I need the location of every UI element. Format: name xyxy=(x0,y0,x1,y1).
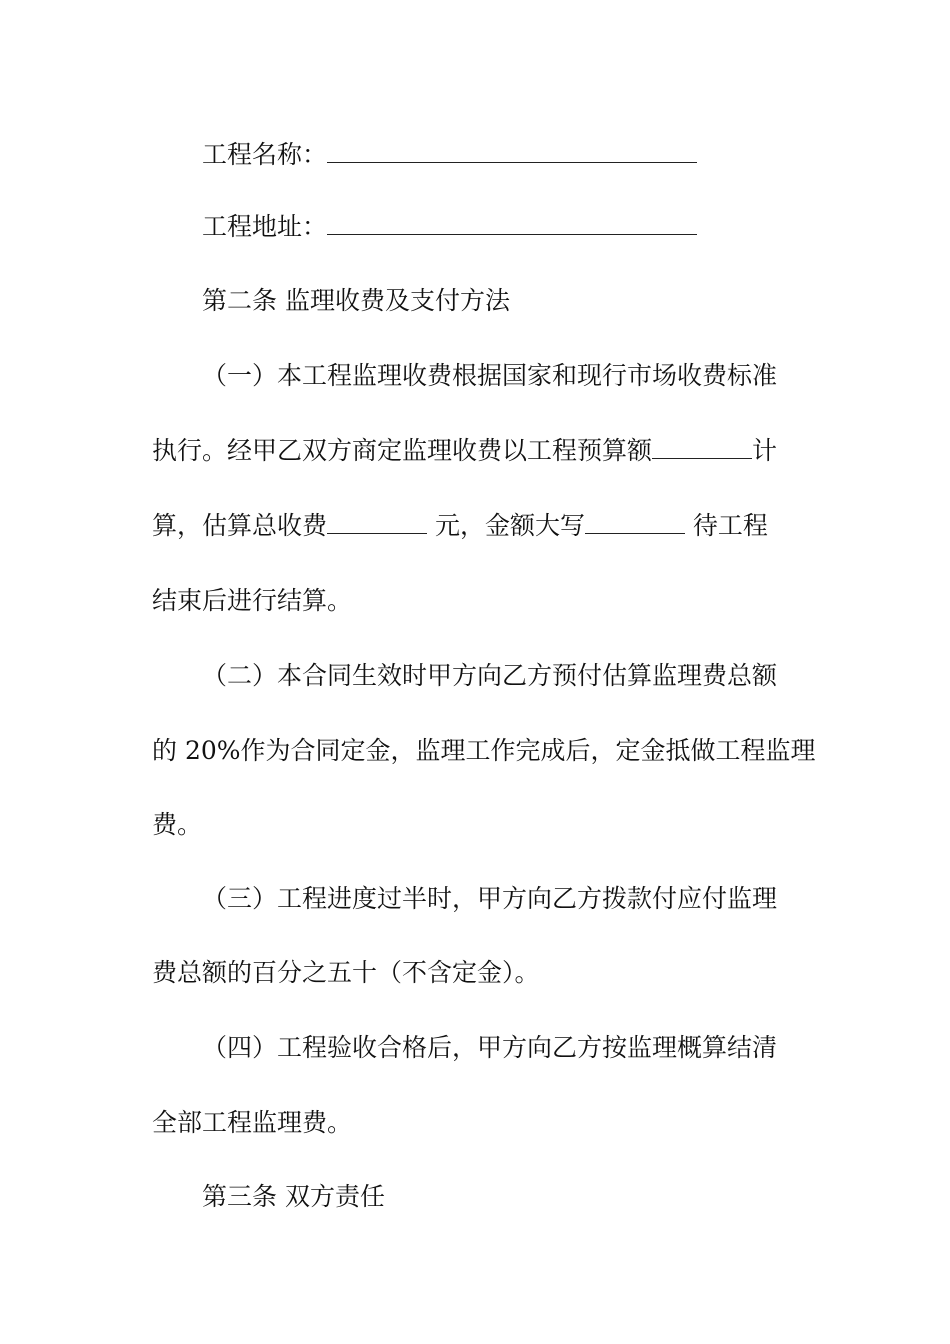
article-2-p1-line1: （一）本工程监理收费根据国家和现行市场收费标准 xyxy=(202,361,778,390)
article-2-p1-line3 xyxy=(0,511,950,541)
article-2-p1-line2 xyxy=(0,436,950,466)
article-2-p2-line2: 的 20%作为合同定金，监理工作完成后，定金抵做工程监理 xyxy=(152,736,816,765)
article-2-heading: 第二条 监理收费及支付方法 xyxy=(202,286,510,315)
project-address-row xyxy=(0,212,950,242)
text-segment: 执行。经甲乙双方商定监理收费以工程预算额 xyxy=(152,436,653,465)
budget-ratio-blank[interactable] xyxy=(652,436,752,459)
article-2-p4-line1: （四）工程验收合格后，甲方向乙方按监理概算结清 xyxy=(202,1033,778,1062)
amount-in-words-blank[interactable] xyxy=(585,511,685,534)
project-name-label: 工程名称： xyxy=(202,140,328,169)
project-name-row xyxy=(0,140,950,170)
article-2-p3-line2: 费总额的百分之五十（不含定金）。 xyxy=(152,958,540,987)
text-segment: 元，金额大写 xyxy=(427,511,585,540)
article-2-p2-line1: （二）本合同生效时甲方向乙方预付估算监理费总额 xyxy=(202,661,778,690)
article-2-p3-line1: （三）工程进度过半时，甲方向乙方拨款付应付监理 xyxy=(202,884,778,913)
article-2-p2-line3: 费。 xyxy=(152,810,203,839)
project-address-blank[interactable] xyxy=(327,212,697,235)
estimated-fee-blank[interactable] xyxy=(327,511,427,534)
text-segment: 算，估算总收费 xyxy=(152,511,328,540)
text-segment: 待工程 xyxy=(684,511,768,540)
article-2-p1-line4: 结束后进行结算。 xyxy=(152,586,353,615)
project-address-label: 工程地址： xyxy=(202,212,328,241)
project-name-blank[interactable] xyxy=(327,140,697,163)
article-3-heading: 第三条 双方责任 xyxy=(202,1182,385,1211)
text-segment: 计 xyxy=(752,436,778,465)
article-2-p4-line2: 全部工程监理费。 xyxy=(152,1108,353,1137)
